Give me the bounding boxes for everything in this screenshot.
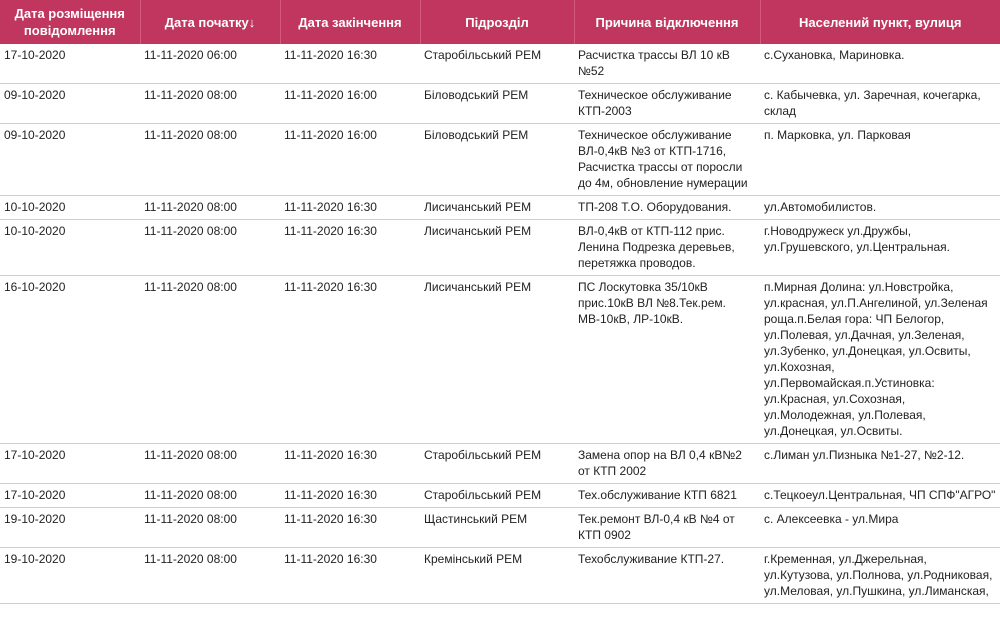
cell-start-date: 11-11-2020 08:00 [140, 220, 280, 276]
table-row [0, 84, 1000, 124]
header-reason[interactable]: Причина відключення [574, 0, 760, 44]
cell-location: п.Мирная Долина: ул.Новстройка, ул.красная, ул.П.Ангелиной, ул.Зеленая роща.п.Белая гора: ЧП Белогор, ул.Полевая, ул.Дачная, ул.Зеленая, ул.Зубенко, ул.Донецкая, ул.Освиты, ул.Кохозная, ул.Первомайская.п.Устиновка: ул.Красная, ул.Сохозная, ул.Молодежная, ул.Полевая, ул.Донецкая, ул.Освиты. [760, 276, 1000, 444]
cell-end-date: 11-11-2020 16:30 [280, 196, 420, 220]
cell-reason: Тех.обслуживание КТП 6821 [574, 484, 760, 508]
cell-location: с.Сухановка, Мариновка. [760, 44, 1000, 84]
cell-posted-date: 17-10-2020 [0, 444, 140, 484]
cell-end-date: 11-11-2020 16:00 [280, 124, 420, 196]
sort-down-arrow-icon: ↓ [248, 14, 256, 30]
cell-start-date: 11-11-2020 08:00 [140, 124, 280, 196]
table-row [0, 444, 1000, 484]
cell-posted-date: 09-10-2020 [0, 84, 140, 124]
cell-location: с. Алексеевка - ул.Мира [760, 508, 1000, 548]
cell-location: п. Марковка, ул. Парковая [760, 124, 1000, 196]
table-header-row [0, 0, 1000, 44]
cell-location: г.Кременная, ул.Джерельная, ул.Кутузова, ул.Полнова, ул.Родниковая, ул.Меловая, ул.Пушкина, ул.Лиманская, [760, 548, 1000, 604]
cell-posted-date: 17-10-2020 [0, 484, 140, 508]
header-location[interactable]: Населений пункт, вулиця [799, 14, 962, 30]
cell-location: ул.Автомобилистов. [760, 196, 1000, 220]
cell-posted-date: 16-10-2020 [0, 276, 140, 444]
cell-start-date: 11-11-2020 06:00 [140, 44, 280, 84]
cell-location: г.Новодружеск ул.Дружбы, ул.Грушевского, ул.Центральная. [760, 220, 1000, 276]
cell-start-date: 11-11-2020 08:00 [140, 548, 280, 604]
cell-end-date: 11-11-2020 16:30 [280, 220, 420, 276]
cell-start-date: 11-11-2020 08:00 [140, 196, 280, 220]
cell-reason: ТП-208 Т.О. Оборудования. [574, 196, 760, 220]
table-row [0, 220, 1000, 276]
cell-reason: Замена опор на ВЛ 0,4 кВ№2 от КТП 2002 [574, 444, 760, 484]
cell-division: Лисичанський РЕМ [420, 196, 574, 220]
table-row [0, 124, 1000, 196]
header-end-date[interactable]: Дата закінчення [280, 0, 420, 44]
cell-end-date: 11-11-2020 16:30 [280, 444, 420, 484]
cell-end-date: 11-11-2020 16:30 [280, 484, 420, 508]
cell-posted-date: 10-10-2020 [0, 196, 140, 220]
table-body [0, 44, 1000, 604]
cell-end-date: 11-11-2020 16:30 [280, 508, 420, 548]
cell-division: Старобільський РЕМ [420, 44, 574, 84]
cell-posted-date: 19-10-2020 [0, 548, 140, 604]
cell-division: Старобільський РЕМ [420, 484, 574, 508]
cell-reason: ВЛ-0,4кВ от КТП-112 прис. Ленина Подрезка деревьев, перетяжка проводов. [574, 220, 760, 276]
table-row [0, 276, 1000, 444]
cell-end-date: 11-11-2020 16:00 [280, 84, 420, 124]
cell-location: с.Тецкоеул.Центральная, ЧП СПФ"АГРО" [760, 484, 1000, 508]
cell-posted-date: 17-10-2020 [0, 44, 140, 84]
cell-division: Старобільський РЕМ [420, 444, 574, 484]
cell-start-date: 11-11-2020 08:00 [140, 508, 280, 548]
table-row [0, 508, 1000, 548]
cell-posted-date: 19-10-2020 [0, 508, 140, 548]
cell-reason: Техобслуживание КТП-27. [574, 548, 760, 604]
header-division[interactable]: Підрозділ [420, 0, 574, 44]
cell-posted-date: 09-10-2020 [0, 124, 140, 196]
cell-division: Лисичанський РЕМ [420, 220, 574, 276]
cell-division: Лисичанський РЕМ [420, 276, 574, 444]
cell-reason: ПС Лоскутовка 35/10кВ прис.10кВ ВЛ №8.Тек.рем. МВ-10кВ, ЛР-10кВ. [574, 276, 760, 444]
cell-division: Біловодський РЕМ [420, 124, 574, 196]
table-row [0, 196, 1000, 220]
cell-posted-date: 10-10-2020 [0, 220, 140, 276]
cell-division: Біловодський РЕМ [420, 84, 574, 124]
cell-start-date: 11-11-2020 08:00 [140, 444, 280, 484]
cell-reason: Тек.ремонт ВЛ-0,4 кВ №4 от КТП 0902 [574, 508, 760, 548]
cell-reason: Расчистка трассы ВЛ 10 кВ №52 [574, 44, 760, 84]
cell-reason: Техническое обслуживание КТП-2003 [574, 84, 760, 124]
cell-division: Кремінський РЕМ [420, 548, 574, 604]
cell-location: с. Кабычевка, ул. Заречная, кочегарка, склад [760, 84, 1000, 124]
table-row [0, 44, 1000, 84]
cell-start-date: 11-11-2020 08:00 [140, 84, 280, 124]
cell-start-date: 11-11-2020 08:00 [140, 276, 280, 444]
cell-division: Щастинський РЕМ [420, 508, 574, 548]
cell-reason: Техническое обслуживание ВЛ-0,4кВ №3 от КТП-1716, Расчистка трассы от поросли до 4м, обновление нумерации [574, 124, 760, 196]
table-row [0, 484, 1000, 508]
cell-end-date: 11-11-2020 16:30 [280, 44, 420, 84]
header-posted-date[interactable]: Дата розміщення повідомлення [0, 0, 140, 44]
cell-end-date: 11-11-2020 16:30 [280, 548, 420, 604]
cell-end-date: 11-11-2020 16:30 [280, 276, 420, 444]
header-start-date[interactable]: Дата початку↓ [140, 0, 280, 44]
cell-start-date: 11-11-2020 08:00 [140, 484, 280, 508]
table-row [0, 548, 1000, 604]
cell-location: с.Лиман ул.Пизныка №1-27, №2-12. [760, 444, 1000, 484]
